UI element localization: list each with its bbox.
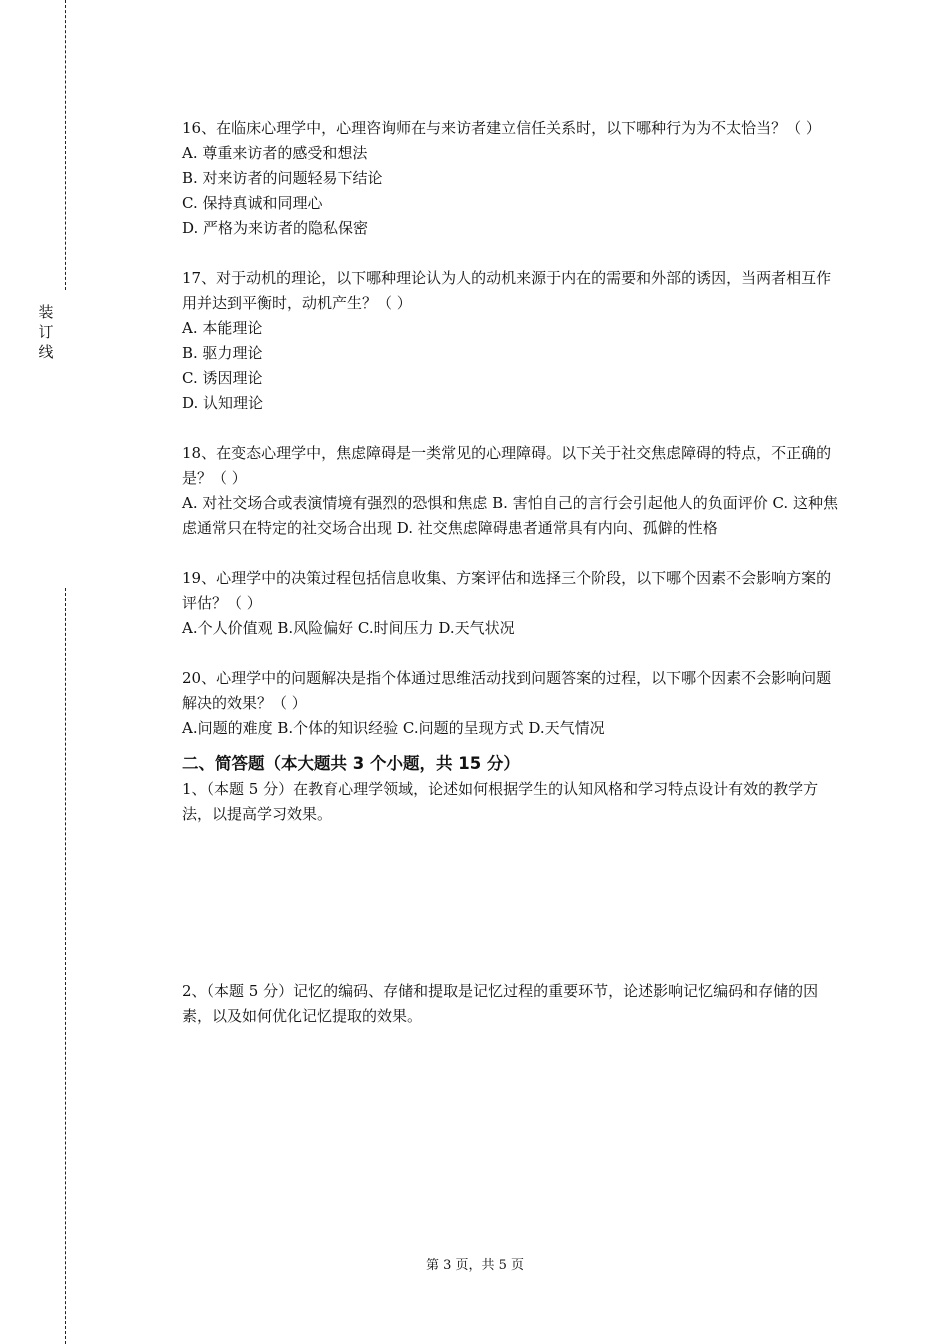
question-18 — [182, 441, 838, 541]
binding-label-char: 装 — [38, 303, 54, 321]
question-option: B. 驱力理论 — [182, 344, 263, 362]
question-19 — [182, 566, 838, 641]
page-footer: 第 3 页，共 5 页 — [425, 1258, 525, 1273]
question-options-inline: A.问题的难度 B.个体的知识经验 C.问题的呈现方式 D.天气情况 — [182, 719, 605, 737]
question-option: A. 尊重来访者的感受和想法 — [182, 144, 368, 162]
page-content — [182, 116, 838, 1029]
question-option: D. 认知理论 — [182, 394, 264, 412]
question-option: D. 严格为来访者的隐私保密 — [182, 219, 369, 237]
question-option: B. 对来访者的问题轻易下结论 — [182, 169, 383, 187]
question-stem: 17、对于动机的理论，以下哪种理论认为人的动机来源于内在的需要和外部的诱因，当两者相互作用并达到平衡时，动机产生？（ ） — [182, 269, 832, 312]
short-answer-question-2: 2、（本题 5 分）记忆的编码、存储和提取是记忆过程的重要环节，论述影响记忆编码和存储的因素，以及如何优化记忆提取的效果。 — [182, 982, 819, 1025]
question-stem: 19、心理学中的决策过程包括信息收集、方案评估和选择三个阶段，以下哪个因素不会影响方案的评估？（ ） — [182, 569, 832, 612]
binding-dashed-line-bottom — [65, 588, 66, 1344]
question-option: C. 保持真诚和同理心 — [182, 194, 323, 212]
question-options-inline: A.个人价值观 B.风险偏好 C.时间压力 D.天气状况 — [182, 619, 515, 637]
section-title-short-answer: 二、简答题（本大题共 3 个小题，共 15 分） — [182, 754, 520, 773]
question-options-inline: A. 对社交场合或表演情境有强烈的恐惧和焦虑 B. 害怕自己的言行会引起他人的负面评价 C. 这种焦虑通常只在特定的社交场合出现 D. 社交焦虑障碍患者通常具有内向、孤僻的性格 — [182, 494, 838, 537]
question-16 — [182, 116, 838, 241]
question-20 — [182, 666, 838, 741]
short-answer-question-1: 1、（本题 5 分）在教育心理学领域，论述如何根据学生的认知风格和学习特点设计有效的教学方法，以提高学习效果。 — [182, 780, 819, 823]
binding-label-char: 线 — [38, 343, 54, 361]
question-option: A. 本能理论 — [182, 319, 263, 337]
question-stem: 16、在临床心理学中，心理咨询师在与来访者建立信任关系时，以下哪种行为为不太恰当？（ ） — [182, 119, 821, 137]
question-stem: 18、在变态心理学中，焦虑障碍是一类常见的心理障碍。以下关于社交焦虑障碍的特点，不正确的是？（ ） — [182, 444, 832, 487]
question-option: C. 诱因理论 — [182, 369, 263, 387]
binding-label — [36, 302, 56, 362]
binding-label-char: 订 — [38, 323, 54, 341]
question-stem: 20、心理学中的问题解决是指个体通过思维活动找到问题答案的过程，以下哪个因素不会影响问题解决的效果？（ ） — [182, 669, 832, 712]
question-17 — [182, 266, 838, 416]
binding-dashed-line-top — [65, 0, 66, 290]
